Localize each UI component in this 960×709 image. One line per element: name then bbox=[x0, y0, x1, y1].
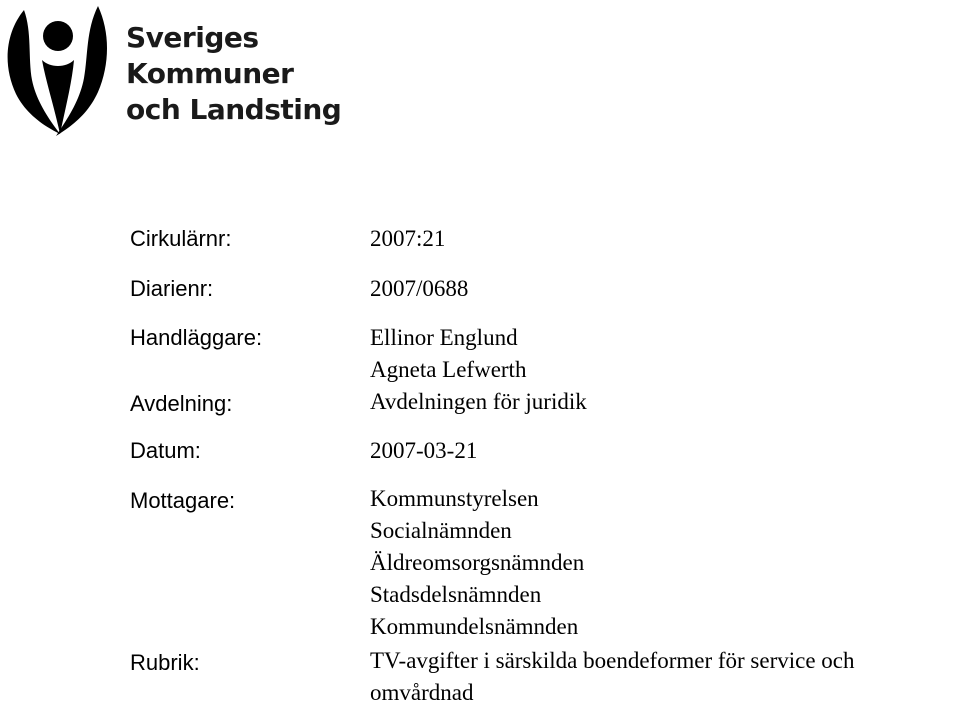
organization-name bbox=[126, 20, 341, 128]
datum-value: 2007-03-21 bbox=[370, 438, 478, 463]
mottagare-values bbox=[370, 483, 584, 643]
mottagare-item: Kommunstyrelsen bbox=[370, 486, 539, 511]
logo-line-2: Kommuner bbox=[126, 57, 294, 90]
logo-line-3: och Landsting bbox=[126, 93, 342, 126]
mottagare-item: Socialnämnden bbox=[370, 518, 512, 543]
datum-label: Datum: bbox=[130, 438, 201, 463]
rubrik-values bbox=[370, 645, 855, 709]
skl-figure-icon bbox=[2, 2, 112, 140]
handlaggare-values bbox=[370, 322, 526, 386]
avdelning-label: Avdelning: bbox=[130, 391, 233, 416]
diarienr-value: 2007/0688 bbox=[370, 276, 469, 301]
handlaggare-label: Handläggare: bbox=[130, 325, 263, 350]
organization-logo bbox=[0, 0, 340, 145]
diarienr-label: Diarienr: bbox=[130, 276, 214, 301]
rubrik-line: omvårdnad bbox=[370, 680, 474, 705]
mottagare-item: Kommundelsnämnden bbox=[370, 614, 579, 639]
handlaggare-name: Ellinor Englund bbox=[370, 325, 518, 350]
cirkularnr-label: Cirkulärnr: bbox=[130, 226, 232, 251]
logo-line-1: Sveriges bbox=[126, 21, 259, 54]
rubrik-line: TV-avgifter i särskilda boendeformer för service och bbox=[370, 648, 855, 673]
mottagare-label: Mottagare: bbox=[130, 488, 236, 513]
mottagare-item: Äldreomsorgsnämnden bbox=[370, 550, 585, 575]
handlaggare-name: Agneta Lefwerth bbox=[370, 357, 527, 382]
avdelning-value: Avdelningen för juridik bbox=[370, 389, 587, 414]
cirkularnr-value: 2007:21 bbox=[370, 226, 446, 251]
mottagare-item: Stadsdelsnämnden bbox=[370, 582, 542, 607]
rubrik-label: Rubrik: bbox=[130, 650, 200, 675]
